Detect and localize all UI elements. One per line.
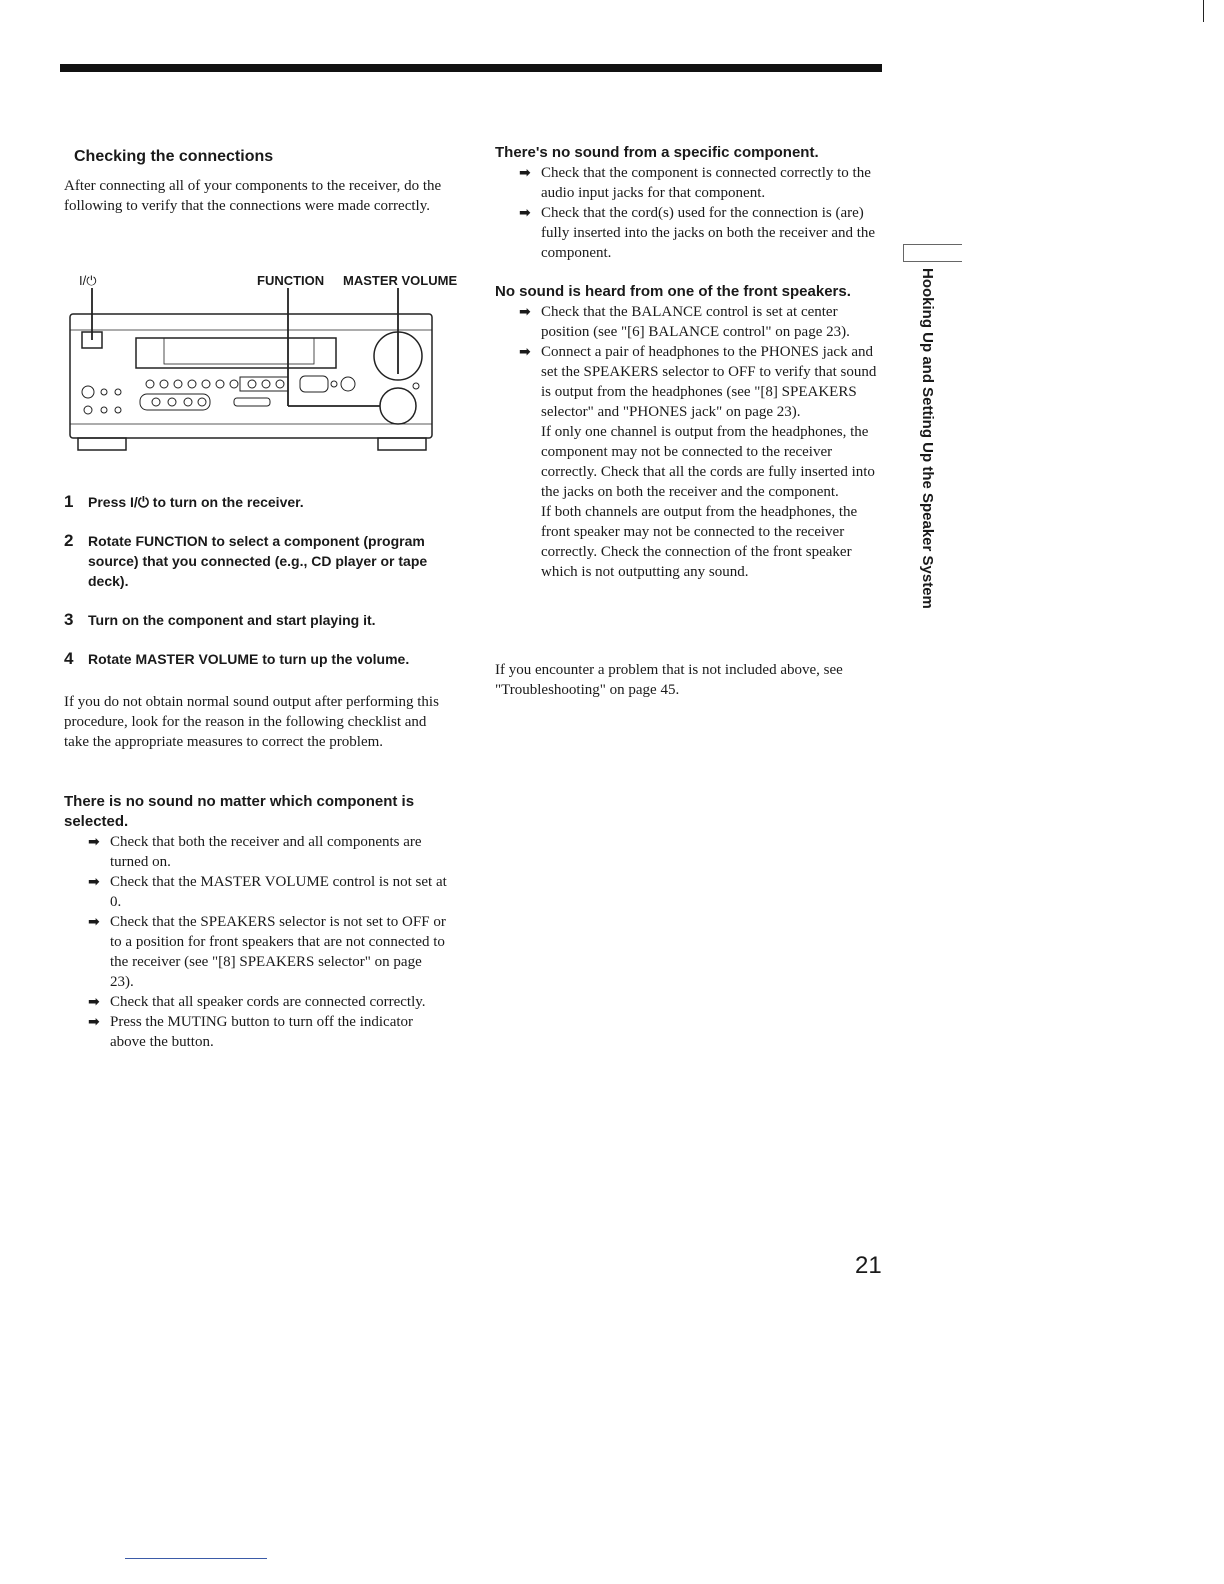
step-3 bbox=[64, 610, 454, 630]
step-text: Press I/⏻ to turn on the receiver. bbox=[88, 494, 304, 510]
list-item: ➡ Check that the component is connected correctly to the audio input jacks for that component. bbox=[519, 165, 871, 201]
side-tab-bracket bbox=[903, 244, 962, 262]
extra-note-one: If only one channel is output from the headphones, the component may not be connected to the receiver correctly. Check that all the cords are fully inserted into the jacks on both the receiver and the component. bbox=[541, 424, 875, 500]
step-number: 3 bbox=[64, 610, 74, 629]
arrow-icon: ➡ bbox=[519, 304, 531, 320]
list-item: ➡ Press the MUTING button to turn off the indicator above the button. bbox=[88, 1014, 414, 1050]
arrow-icon: ➡ bbox=[519, 165, 531, 181]
problem-specific-component bbox=[495, 143, 885, 263]
closing-paragraph: If you encounter a problem that is not included above, see "Troubleshooting" on page 45. bbox=[495, 662, 843, 698]
list-item: ➡ Check that all speaker cords are connected correctly. bbox=[88, 994, 426, 1010]
arrow-icon: ➡ bbox=[88, 914, 100, 930]
step-text: Rotate MASTER VOLUME to turn up the volume. bbox=[88, 651, 410, 667]
section-title: Checking the connections bbox=[74, 148, 274, 165]
step-number: 4 bbox=[64, 649, 74, 668]
page-number: 21 bbox=[855, 1252, 882, 1279]
problem-heading: There is no sound no matter which component is selected. bbox=[64, 793, 415, 830]
step-1 bbox=[64, 492, 454, 512]
bottom-rule bbox=[125, 1558, 267, 1559]
checklist bbox=[519, 163, 885, 263]
label-function: FUNCTION bbox=[257, 273, 325, 288]
step-2 bbox=[64, 531, 454, 591]
step-number: 1 bbox=[64, 492, 74, 511]
label-power: I/⏻ bbox=[79, 273, 97, 288]
list-item: ➡ Check that both the receiver and all components are turned on. bbox=[88, 834, 422, 870]
list-item: ➡ Check that the SPEAKERS selector is not set to OFF or to a position for front speakers that are not connected to the receiver (see "[8] SPEAKERS selector" on page 23). bbox=[88, 914, 446, 990]
receiver-front-panel-diagram bbox=[64, 288, 444, 458]
problem-no-sound-any bbox=[64, 792, 449, 1052]
list-item: ➡ Connect a pair of headphones to the PHONES jack and set the SPEAKERS selector to OFF to verify that sound is output from the headphones (see "[8] SPEAKERS selector" and "PHONES jack" on page 23). If only one channel is output from the headphones, the component may not be connected to the receiver correctly. Check that all the cords are fully inserted into the jacks on both the receiver and the component. If both channels are output from the headphones, the front speaker may not be connected to the receiver correctly. Check the connection of the front speaker which is not outputting any sound. bbox=[519, 342, 885, 582]
list-item: ➡ Check that the BALANCE control is set at center position (see "[6] BALANCE control" on page 23). bbox=[519, 304, 850, 340]
arrow-icon: ➡ bbox=[88, 994, 100, 1010]
problem-front-speaker bbox=[495, 282, 885, 582]
problem-heading: There's no sound from a specific component. bbox=[495, 144, 819, 161]
arrow-icon: ➡ bbox=[88, 874, 100, 890]
list-item: ➡ Check that the cord(s) used for the connection is (are) fully inserted into the jacks on both the receiver and the component. bbox=[519, 205, 876, 261]
step-text: Turn on the component and start playing it. bbox=[88, 612, 376, 628]
checklist bbox=[519, 302, 885, 582]
extra-note-two: If both channels are output from the headphones, the front speaker may not be connected to the receiver correctly. Check the connection of the front speaker which is not outputting any sound. bbox=[541, 504, 858, 580]
after-steps-paragraph: If you do not obtain normal sound output after performing this procedure, look for the reason in the following checklist and take the appropriate measures to correct the problem. bbox=[64, 694, 439, 750]
list-item: ➡ Check that the MASTER VOLUME control is not set at 0. bbox=[88, 874, 447, 910]
intro-paragraph: After connecting all of your components to the receiver, do the following to verify that the connections were made correctly. bbox=[64, 178, 442, 214]
checklist bbox=[88, 832, 449, 1052]
problem-heading: No sound is heard from one of the front speakers. bbox=[495, 283, 851, 300]
arrow-icon: ➡ bbox=[88, 1014, 100, 1030]
arrow-icon: ➡ bbox=[519, 205, 531, 221]
label-master-volume: MASTER VOLUME bbox=[343, 273, 458, 288]
step-text: Rotate FUNCTION to select a component (program source) that you connected (e.g., CD player or tape deck). bbox=[88, 533, 428, 589]
top-rule bbox=[60, 64, 882, 72]
steps-list bbox=[64, 492, 454, 688]
step-4 bbox=[64, 649, 454, 669]
side-tab-label: Hooking Up and Setting Up the Speaker System bbox=[919, 268, 936, 609]
step-number: 2 bbox=[64, 531, 74, 550]
arrow-icon: ➡ bbox=[519, 344, 531, 360]
arrow-icon: ➡ bbox=[88, 834, 100, 850]
edge-rule bbox=[1203, 0, 1204, 22]
